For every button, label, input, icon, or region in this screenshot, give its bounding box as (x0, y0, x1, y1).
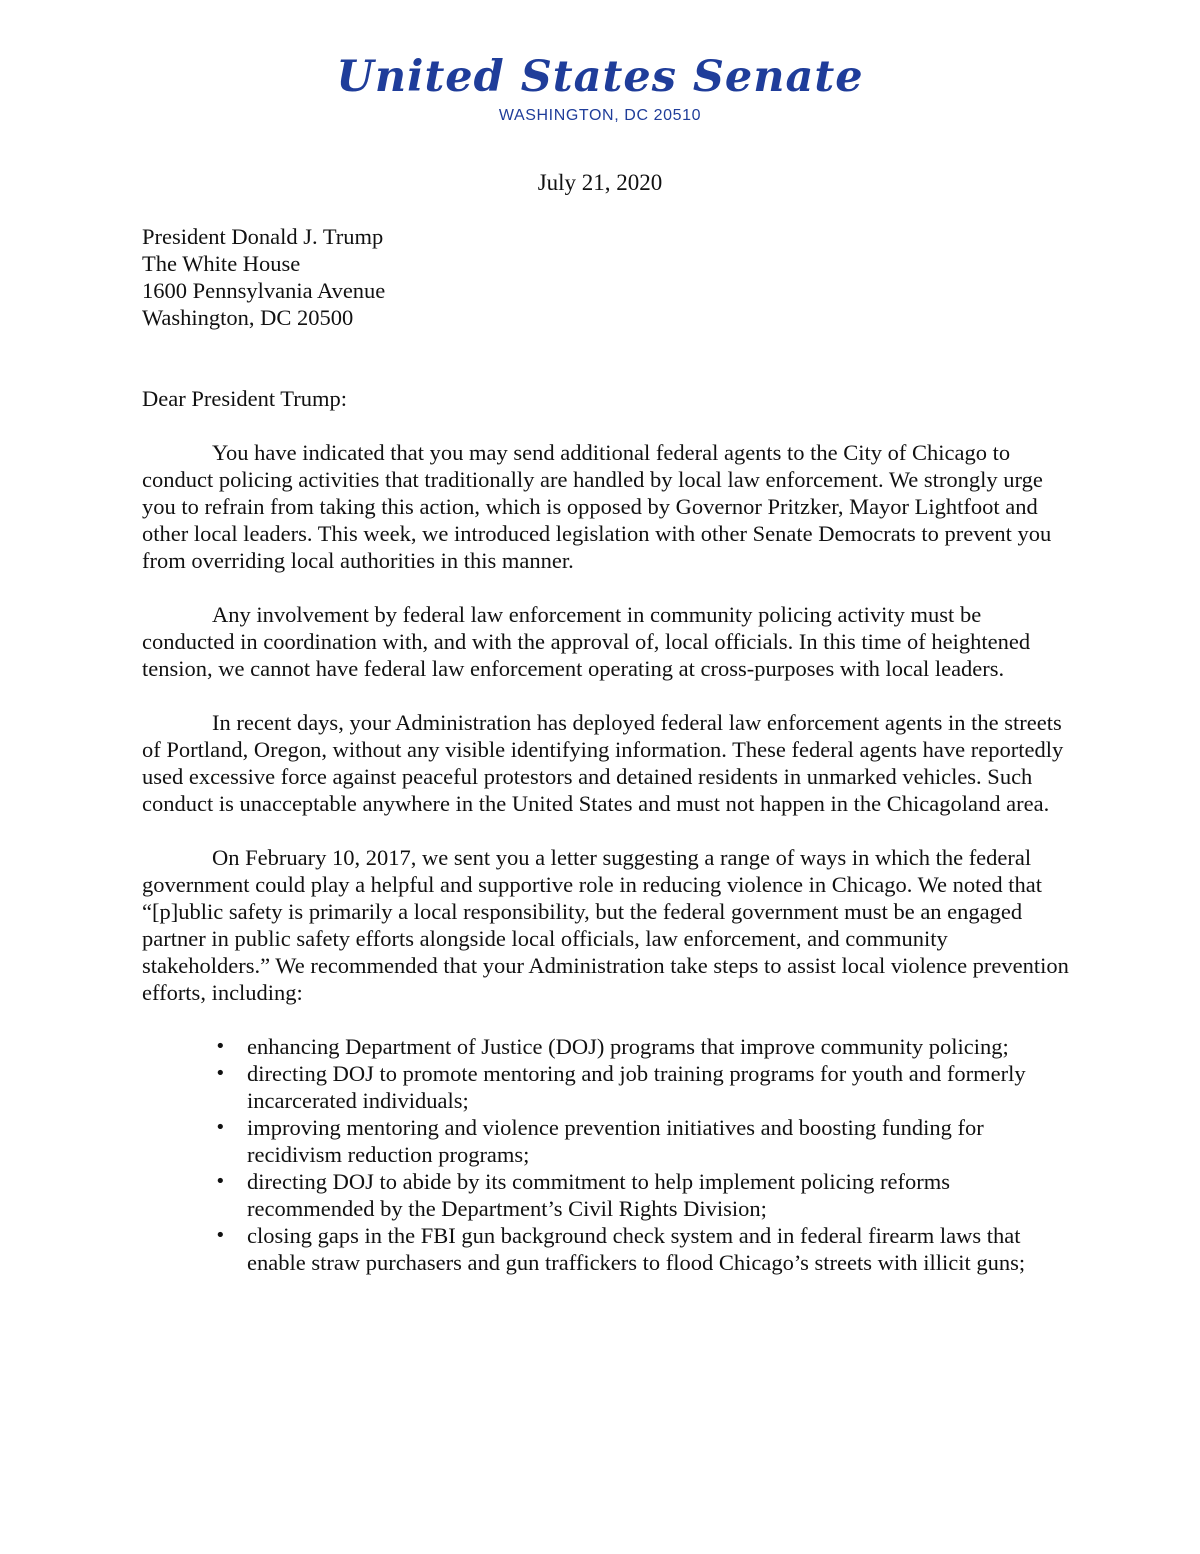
bullet-icon: • (215, 1036, 226, 1057)
list-item (215, 1168, 1072, 1222)
bullet-icon: • (215, 1117, 226, 1138)
list-item-text: directing DOJ to abide by its commitment to help implement policing reforms recommended by the Department’s Civil Rights Division; (247, 1169, 950, 1221)
recipient-address (142, 223, 1072, 331)
recommendation-list (142, 1033, 1072, 1276)
list-item (215, 1222, 1072, 1276)
salutation: Dear President Trump: (142, 386, 347, 411)
recipient-line: 1600 Pennsylvania Avenue (142, 278, 386, 303)
list-item-text: enhancing Department of Justice (DOJ) programs that improve community policing; (247, 1034, 1009, 1059)
recipient-line: Washington, DC 20500 (142, 305, 354, 330)
list-item-text: closing gaps in the FBI gun background check system and in federal firearm laws that enable straw purchasers and gun traffickers to flood Chicago’s streets with illicit guns; (247, 1223, 1026, 1275)
paragraph: In recent days, your Administration has deployed federal law enforcement agents in the streets of Portland, Oregon, without any visible identifying information. These federal agents have reportedly used excessive force against peaceful protestors and detained residents in unmarked vehicles. Such conduct is unacceptable anywhere in the United States and must not happen in the Chicagoland area. (142, 710, 1064, 816)
list-item (215, 1114, 1072, 1168)
paragraph: On February 10, 2017, we sent you a letter suggesting a range of ways in which the federal government could play a helpful and supportive role in reducing violence in Chicago. We noted that “[p]ublic safety is primarily a local responsibility, but the federal government must be an engaged partner in public safety efforts alongside local officials, law enforcement, and community stakeholders.” We recommended that your Administration take steps to assist local violence prevention efforts, including: (142, 845, 1069, 1005)
letterhead (0, 52, 1200, 125)
senate-address: WASHINGTON, DC 20510 (498, 107, 702, 124)
list-item-text: directing DOJ to promote mentoring and job training programs for youth and formerly incarcerated individuals; (247, 1061, 1026, 1113)
list-item (215, 1060, 1072, 1114)
paragraph: You have indicated that you may send additional federal agents to the City of Chicago to conduct policing activities that traditionally are handled by local law enforcement. We strongly urge you to refrain from taking this action, which is opposed by Governor Pritzker, Mayor Lightfoot and other local leaders. This week, we introduced legislation with other Senate Democrats to prevent you from overriding local authorities in this manner. (142, 440, 1052, 573)
bullet-icon: • (215, 1171, 226, 1192)
letter-body (142, 223, 1072, 1276)
recipient-line: The White House (142, 251, 301, 276)
paragraph: Any involvement by federal law enforcement in community policing activity must be conducted in coordination with, and with the approval of, local officials. In this time of heightened tension, we cannot have federal law enforcement operating at cross-purposes with local leaders. (142, 602, 1031, 681)
list-item-text: improving mentoring and violence prevention initiatives and boosting funding for recidivism reduction programs; (247, 1115, 984, 1167)
recipient-line: President Donald J. Trump (142, 224, 384, 249)
bullet-icon: • (215, 1225, 226, 1246)
list-item (215, 1033, 1072, 1060)
senate-title: United States Senate (336, 52, 864, 102)
letter-date: July 21, 2020 (537, 170, 663, 195)
bullet-icon: • (215, 1063, 226, 1084)
